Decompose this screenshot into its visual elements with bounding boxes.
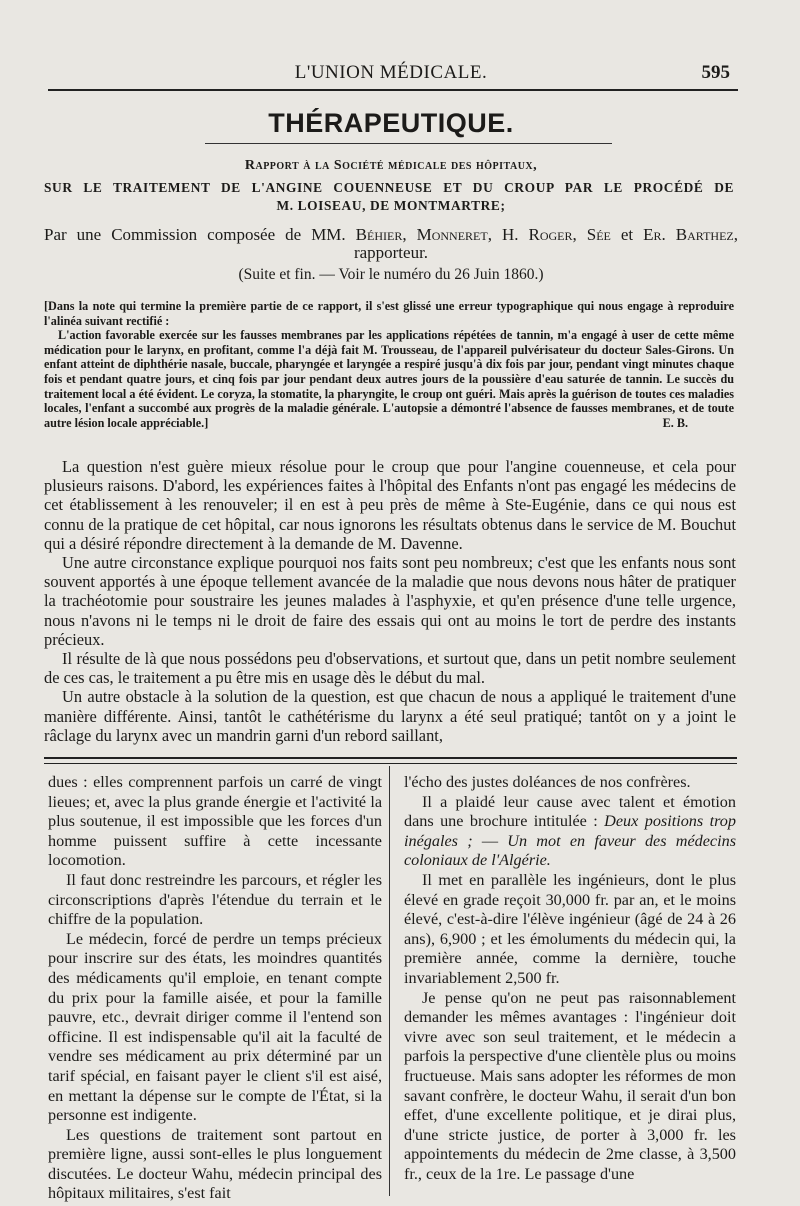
note-body (44, 328, 734, 430)
member-name: Sée (586, 225, 611, 244)
member-name: H. Roger, (501, 225, 577, 244)
continuation-note: (Suite et fin. — Voir le numéro du 26 Juin 1860.) (238, 266, 544, 283)
section-title: THÉRAPEUTIQUE. (268, 108, 514, 138)
main-text (44, 457, 736, 745)
paragraph: Il faut donc restreindre les parcours, et régler les circonscriptions d'après l'étendue du terrain et le chiffre de la population. (48, 870, 382, 929)
paragraph: Les questions de traitement sont partout en première ligne, aussi sont-elles le plus longuement discutées. Le docteur Wahu, médecin principal des hôpitaux militaires, s'est fait (48, 1125, 382, 1203)
paragraph: Un autre obstacle à la solution de la question, est que chacun de nous a appliqué le traitement d'une manière différente. Ainsi, tantôt le cathétérisme du larynx a été seul pratiqué; tantôt on y a joint le râclage du larynx avec un mandrin garni d'un rebord saillant, (44, 687, 736, 745)
report-subject: SUR LE TRAITEMENT DE L'ANGINE COUENNEUSE ET DU CROUP PAR LE PROCÉDÉ DE (44, 180, 734, 195)
note-body-text: L'action favorable exercée sur les fausses membranes par les applications répétées de tannin, m'a engagé à user de cette même médication pour le larynx, en profitant, comme l'a déjà fait M. Trousseau, de l'appareil pulvérisateur du docteur Sales-Girons. Un enfant atteint de diphthérie nasale, buccale, pharyngée et laryngée a respiré jusqu'à dix fois par jour, pendant vingt minutes chaque fois et pendant quatre jours, et cinq fois par jour pendant deux autres jours de la poussière d'eau saturée de tannin. Le succès du traitement local a été évident. Le coryza, la stomatite, la pharyngite, le croup ont guéri. Mais après la guérison de toutes ces maladies locales, l'enfant a succombé aux progrès de la maladie générale. L'autopsie a démontré l'absence de fausses membranes, et de toute autre lésion locale appréciable.] (44, 328, 734, 430)
note-intro: [Dans la note qui termine la première partie de ce rapport, il s'est glissé une erreur typographique qui nous engage à reproduire l'alinéa suivant rectifié : (44, 299, 734, 328)
paragraph: Il met en parallèle les ingénieurs, dont le plus élevé en grade reçoit 30,000 fr. par an, et le moins élevé, c'est-à-dire l'élève ingénieur (âgé de 24 à 26 ans), 6,900 ; et les émoluments du médecin qui, la première année, comme la dernière, touche invariablement 2,500 fr. (404, 870, 736, 987)
commission-line (44, 225, 738, 245)
report-heading: Rapport à la Société médicale des hôpitaux, (244, 158, 538, 173)
paragraph-text: Il a plaidé leur cause avec talent et émotion dans une brochure intitulée : (404, 792, 736, 831)
paragraph: Je pense qu'on ne peut pas raisonnablement demander les mêmes avantages : l'ingénieur doit vivre avec son seul traitement, et le médecin a parfois la perspective d'une clientèle plus ou moins fructueuse. Mais sans adopter les réformes de mon savant confrère, le docteur Wahu, il serait d'un bon effet, d'une excellente politique, et je dirai plus, d'une stricte justice, de porter à 3,000 fr. les appointements du médecin de 2me classe, à 3,500 fr., ceux de la 1re. Le passage d'une (404, 988, 736, 1183)
member-name: Er. Barthez, (643, 225, 738, 244)
paragraph: Une autre circonstance explique pourquoi nos faits sont peu nombreux; c'est que les enfants nous sont souvent apportés à une époque tellement avancée de la maladie que nous devons nous hâter de pratiquer la trachéotomie pour soustraire les jeunes malades à l'asphyxie, et qu'en présence d'une telle urgence, nous n'avons ni le temps ni le droit de faire des essais qui ont au moins le tort de perdre des instants précieux. (44, 553, 736, 649)
paragraph: l'écho des justes doléances de nos confrères. (404, 773, 691, 791)
rapporteur-label: rapporteur. (353, 243, 429, 262)
paragraph: La question n'est guère mieux résolue pour le croup que pour l'angine couenneuse, et cela pour plusieurs raisons. D'abord, les expériences faites à l'hôpital des Enfants n'ont pas engagé les médecins de cet établissement à les renouveler; il en est à peu près de même à Ste-Eugénie, dans ce qui nous est connu de la pratique de cet hôpital, car nous ignorons les résultats obtenus dans le service de M. Bouchut qui a désiré répondre directement à la demande de M. Davenne. (44, 457, 736, 553)
dash: — (481, 831, 499, 850)
right-column (404, 773, 736, 1184)
paragraph: Il résulte de là que nous possédons peu d'observations, et surtout que, dans un petit nombre seulement de ces cas, le traitement a pu être mis en usage dès le début du mal. (44, 649, 736, 688)
page-number: 595 (701, 62, 730, 83)
erratum-note (44, 299, 734, 430)
brochure-title: Deux positions trop inégales ; (404, 812, 736, 850)
paragraph (404, 793, 736, 871)
running-title: L'UNION MÉDICALE. (294, 62, 488, 83)
member-name: Monneret, (416, 225, 492, 244)
running-head (48, 60, 734, 86)
left-column (48, 773, 382, 1204)
column-separator-rule (44, 757, 737, 764)
note-signature: E. B. (662, 415, 688, 430)
commission-prefix: Par une Commission composée de MM. (44, 225, 346, 244)
column-divider (389, 766, 390, 1196)
conjunction: et (620, 225, 634, 244)
paragraph: dues : elles comprennent parfois un carré de vingt lieues; et, avec la plus grande énergie et l'activité la plus soutenue, il est impossible que les forces d'un homme puissent suffire à cette incessante locomotion. (48, 773, 382, 870)
title-rule (205, 143, 612, 144)
member-name: Béhier, (355, 225, 407, 244)
paragraph: Le médecin, forcé de perdre un temps précieux pour inscrire sur des états, les moindres quantités des médicaments qu'il emploie, en tenant compte du prix pour la famille aisée, et pour la famille pauvre, etc., devrait diriger comme il l'entend son officine. Il est indispensable qu'il ait la faculté de vendre ses médicament au prix déterminé par un tarif spécial, en faisant payer le client s'il est aisé, en mettant la dépense sur le compte de l'État, si la personne est indigente. (48, 929, 382, 1125)
header-rule (48, 89, 738, 91)
report-subject-end: M. LOISEAU, DE MONTMARTRE; (276, 198, 506, 213)
brochure-subtitle: Un mot en faveur des médecins coloniaux de l'Algérie. (404, 831, 737, 870)
